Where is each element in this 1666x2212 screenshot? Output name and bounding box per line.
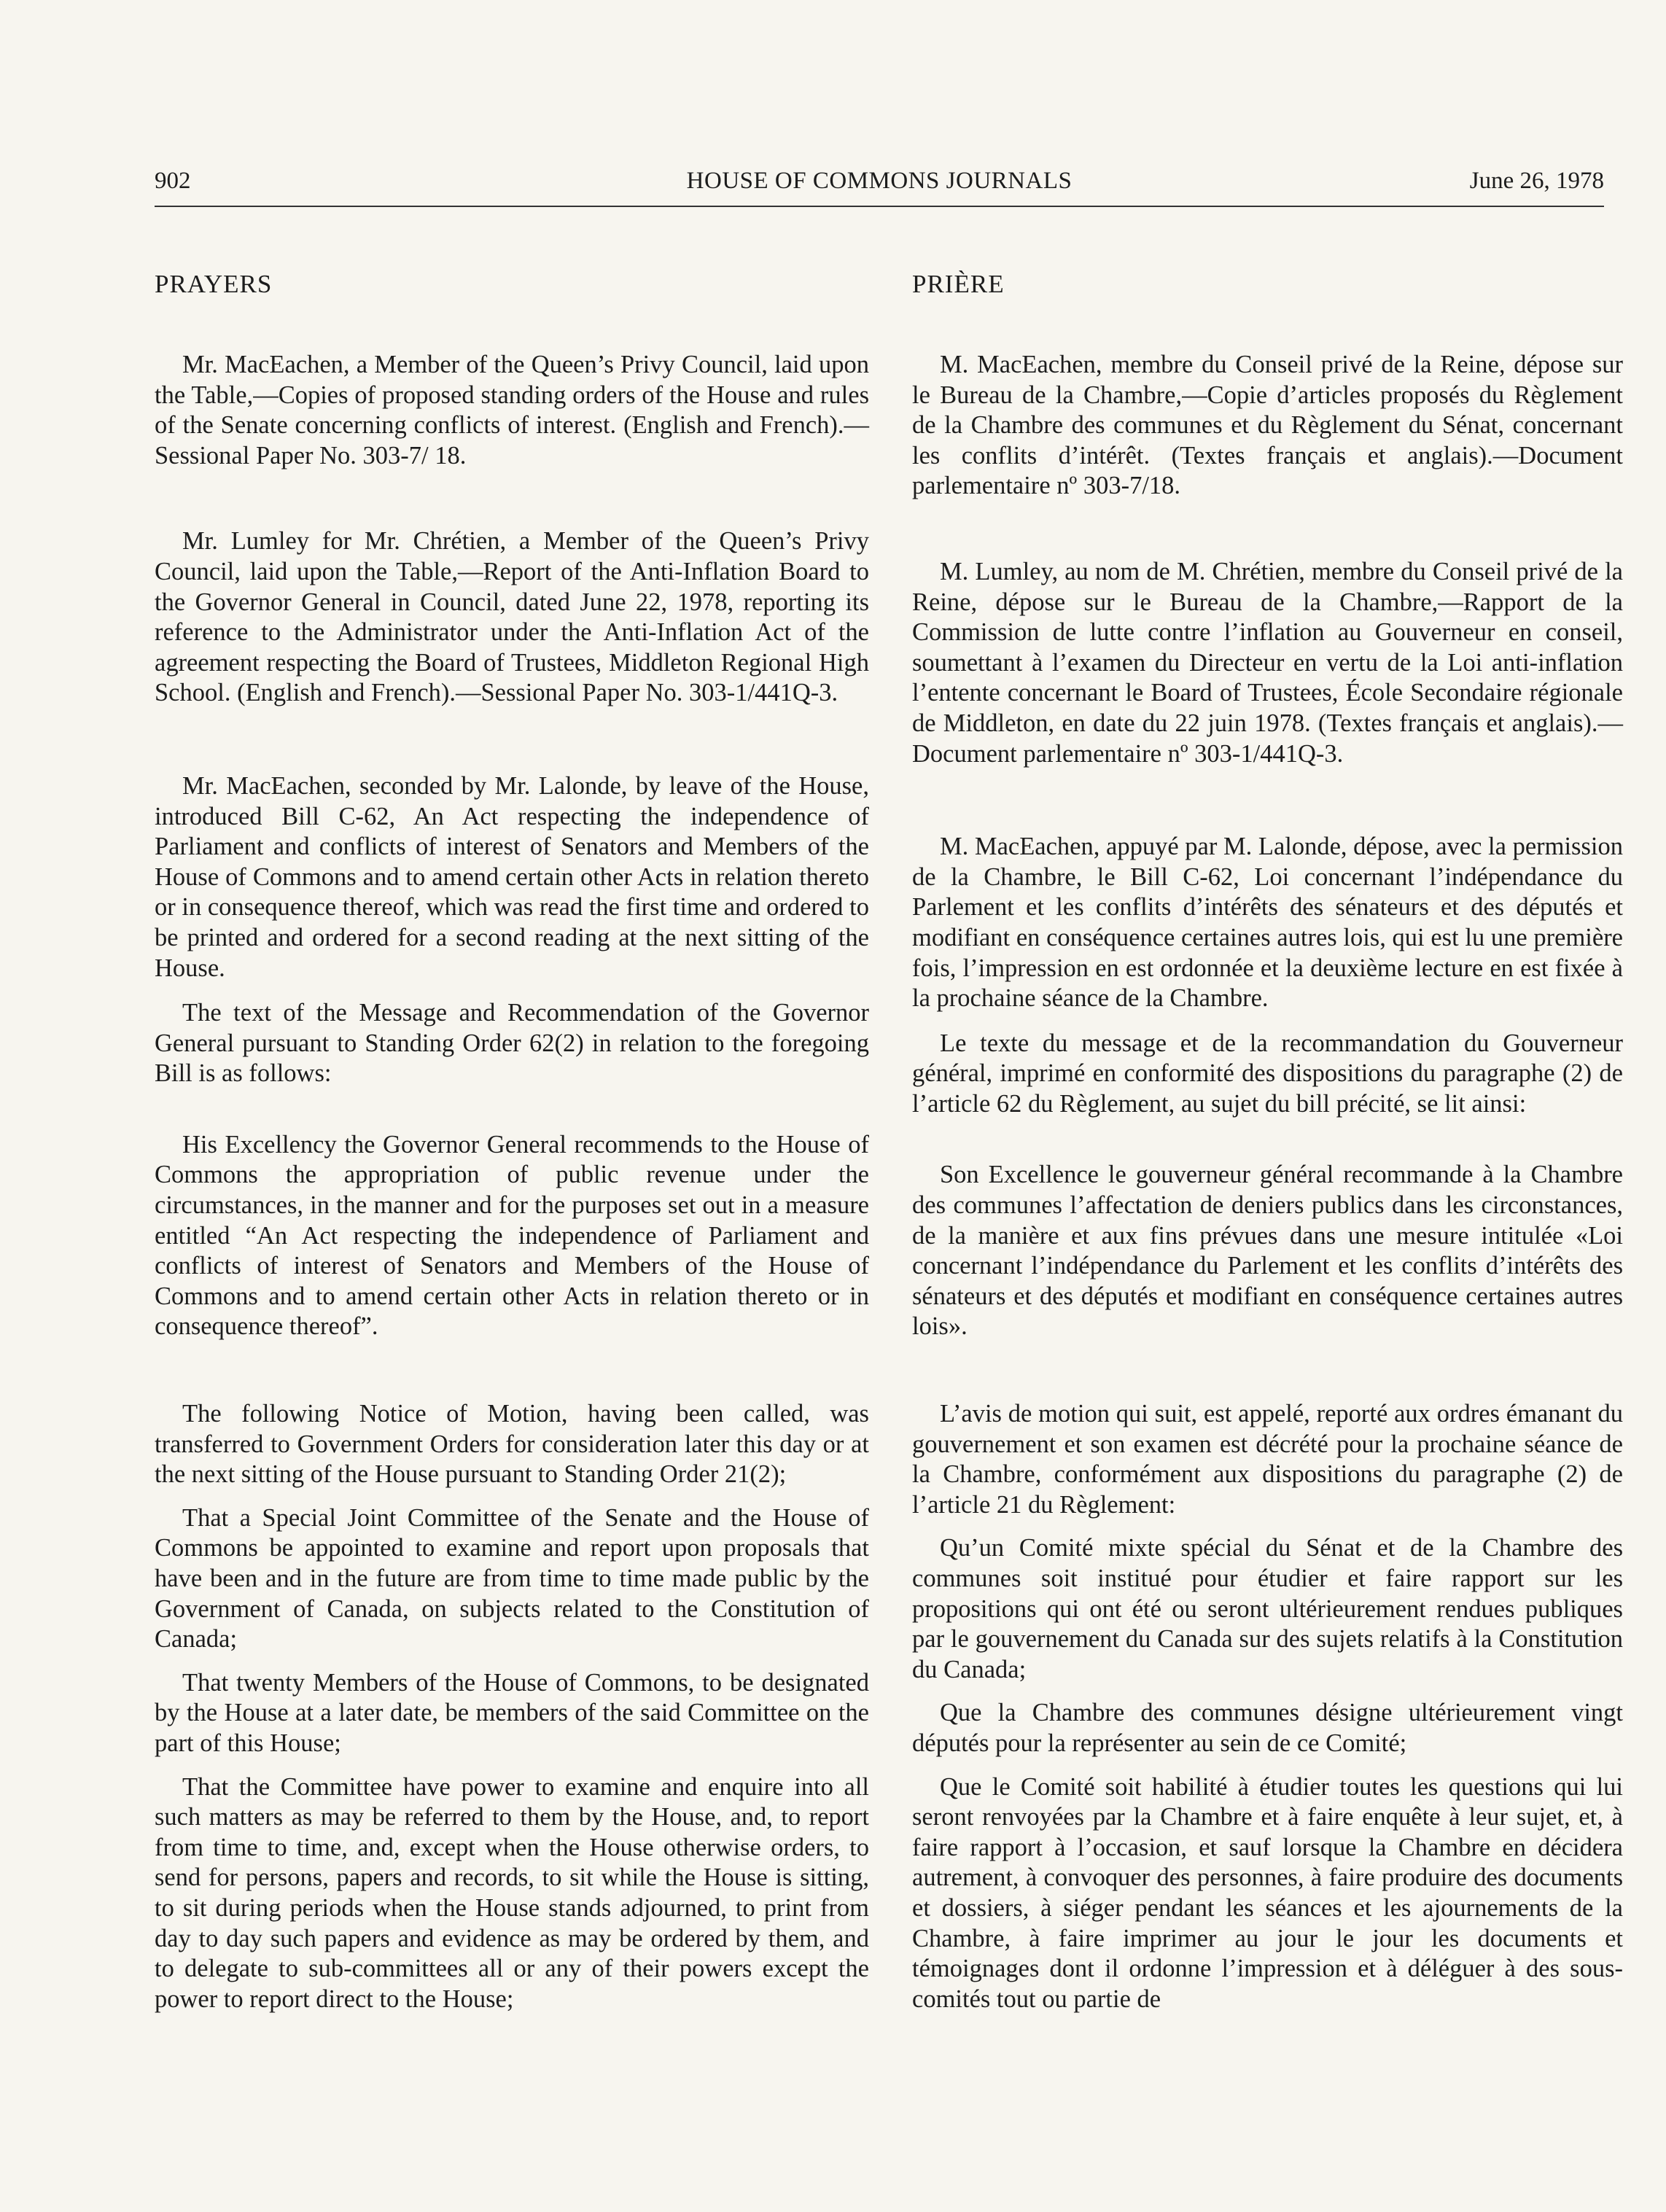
french-paragraph: Que le Comité soit habilité à étudier toutes les questions qui lui seront renvoyées par la Chambre et à faire enquête à leur sujet, et, à faire rapport à l’occasion, et sauf lorsque la Chambre en décidera autrement, à convoquer des personnes, à faire produire des documents et dossiers, à siéger pendant les séances et les ajournements de la Chambre, à faire imprimer au jour le jour les documents et témoignages dont il ordonne l’impression et à déléguer à des sous-comités tout ou partie de (912, 1772, 1623, 2013)
english-paragraph: His Excellency the Governor General recommends to the House of Commons the appropriation of public revenue under the circumstances, in the manner and for the purposes set out in a measure entitled “An Act respecting the independence of Parliament and conflicts of interest of Senators and Members of the House of Commons and to amend certain other Acts in relation thereto or in consequence thereof”. (155, 1130, 869, 1341)
english-paragraph: The text of the Message and Recommendation of the Governor General pursuant to Standing Order 62(2) in relation to the foregoing Bill is as follows: (155, 999, 869, 1088)
page-date: June 26, 1978 (1469, 168, 1604, 194)
page-number: 902 (155, 168, 191, 194)
english-paragraph: That a Special Joint Committee of the Senate and the House of Commons be appointed to examine and report upon proposals that have been and in the future are from time to time made public by the Government of Canada, on subjects related to the Constitution of Canada; (155, 1503, 869, 1654)
french-paragraph: M. Lumley, au nom de M. Chrétien, membre du Conseil privé de la Reine, dépose sur le Bureau de la Chambre,—Rapport de la Commission de lutte contre l’inflation au Gouverneur en conseil, soumettant à l’examen du Directeur en vertu de la Loi anti-inflation l’entente concernant le Board of Trustees, École Secondaire régionale de Middleton, en date du 22 juin 1978. (Textes français et anglais).—Document parlementaire nº 303-1/441Q-3. (912, 557, 1623, 768)
page-header (155, 165, 1604, 207)
english-column (155, 270, 869, 2014)
french-paragraph: M. MacEachen, membre du Conseil privé de la Reine, dépose sur le Bureau de la Chambre,—Copie d’articles proposés du Règlement de la Chambre des communes et du Règlement du Sénat, concernant les conflits d’intérêt. (Textes français et anglais).—Document parlementaire nº 303-7/18. (912, 351, 1623, 500)
english-heading: PRAYERS (155, 270, 273, 298)
french-paragraph: M. MacEachen, appuyé par M. Lalonde, dépose, avec la permission de la Chambre, le Bill C-62, Loi concernant l’indépendance du Parlement et les conflits d’intérêts des sénateurs et des députés et modifiant en conséquence certaines autres lois, qui est lu une première fois, l’impression en est ordonnée et la deuxième lecture en est fixée à la prochaine séance de la Chambre. (912, 833, 1623, 1013)
english-paragraph: That twenty Members of the House of Commons, to be designated by the House at a later date, be members of the said Committee on the part of this House; (155, 1668, 869, 1757)
french-paragraph: L’avis de motion qui suit, est appelé, reporté aux ordres émanant du gouvernement et son examen est décrété pour la prochaine séance de la Chambre, conformément aux dispositions du paragraphe (2) de l’article 21 du Règlement: (912, 1400, 1623, 1519)
journal-title: HOUSE OF COMMONS JOURNALS (686, 168, 1073, 194)
english-paragraph: That the Committee have power to examine and enquire into all such matters as may be referred to them by the House, and, to report from time to time, and, except when the House otherwise orders, to send for persons, papers and records, to sit while the House is sitting, to sit during periods when the House stands adjourned, to print from day to day such papers and evidence as may be ordered by them, and to delegate to sub-committees all or any of their powers except the power to report direct to the House; (155, 1772, 869, 2013)
french-paragraph: Le texte du message et de la recommandation du Gouverneur général, imprimé en conformité des dispositions du paragraphe (2) de l’article 62 du Règlement, au sujet du bill précité, se lit ainsi: (912, 1029, 1623, 1118)
english-paragraph: The following Notice of Motion, having been called, was transferred to Government Orders for consideration later this day or at the next sitting of the House pursuant to Standing Order 21(2); (155, 1400, 869, 1489)
french-heading: PRIÈRE (912, 270, 1005, 298)
french-paragraph: Que la Chambre des communes désigne ultérieurement vingt députés pour la représenter au sein de ce Comité; (912, 1699, 1623, 1757)
english-paragraph: Mr. MacEachen, a Member of the Queen’s Privy Council, laid upon the Table,—Copies of proposed standing orders of the House and rules of the Senate concerning conflicts of interest. (English and French).—Sessional Paper No. 303-7/ 18. (155, 351, 869, 470)
french-paragraph: Qu’un Comité mixte spécial du Sénat et de la Chambre des communes soit institué pour étudier et faire rapport sur les propositions qui ont été ou seront ultérieurement rendues publiques par le gouvernement du Canada sur des sujets relatifs à la Constitution du Canada; (912, 1534, 1623, 1683)
english-paragraph: Mr. Lumley for Mr. Chrétien, a Member of the Queen’s Privy Council, laid upon the Table,—Report of the Anti-Inflation Board to the Governor General in Council, dated June 22, 1978, reporting its reference to the Administrator under the Anti-Inflation Act of the agreement respecting the Board of Trustees, Middleton Regional High School. (English and French).—Sessional Paper No. 303-1/441Q-3. (155, 527, 869, 707)
french-column (912, 270, 1623, 2014)
french-paragraph: Son Excellence le gouverneur général recommande à la Chambre des communes l’affectation de deniers publics dans les circonstances, de la manière et aux fins prévues dans une mesure intitulée «Loi concernant l’indépendance du Parlement et les conflits d’intérêts des sénateurs et des députés et modifiant en conséquence certaines autres lois». (912, 1161, 1623, 1341)
english-paragraph: Mr. MacEachen, seconded by Mr. Lalonde, by leave of the House, introduced Bill C-62, An Act respecting the independence of Parliament and conflicts of interest of Senators and Members of the House of Commons and to amend certain other Acts in relation thereto or in consequence thereof, which was read the first time and ordered to be printed and ordered for a second reading at the next sitting of the House. (155, 771, 869, 982)
